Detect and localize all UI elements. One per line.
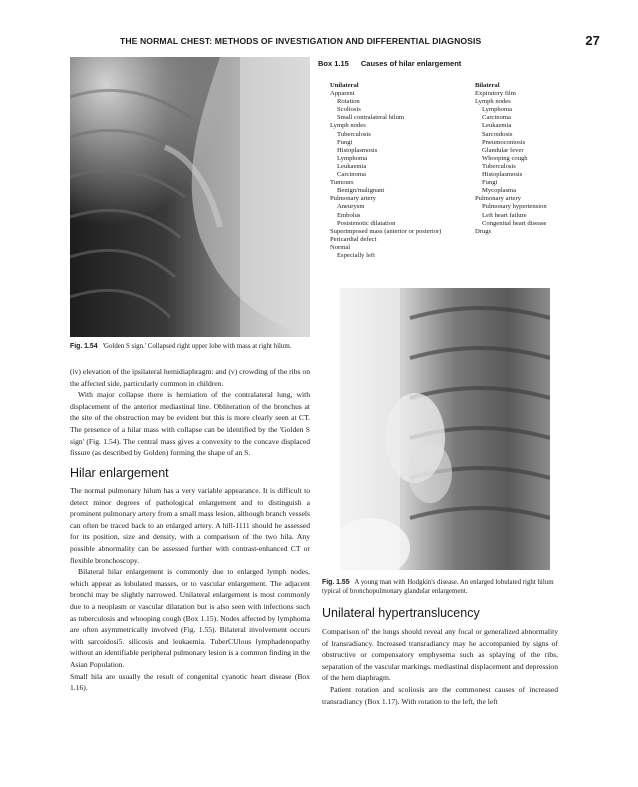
section-heading-unilateral-hypertranslucency: Unilateral hypertranslucency bbox=[322, 606, 480, 620]
box-title-text: Causes of hilar enlargement bbox=[360, 59, 462, 68]
paragraph: Bilateral hilar enlargement is commonly due to enlarged lymph nodes, which appear as lobulated masses, or to vascular enlargement. The adjacent bronchi may be slightly narrowed. Unilateral enlargement is most commonly due to a neoplasm or vascular dilatation but is also seen with infections such as tuberculosis and whooping cough (Box 1.15). Nodes affected by lymphoma are often asymmetrically involved (Fig. 1.55). Bilateral involvement occurs with sarcoidosi5. silicosis and leukaemia. TuberCUlous lymphadenopathy without an identifiable peripheral pulmonary lesion is a common finding in the Asian Population. bbox=[70, 567, 310, 669]
box-list-item: Aneurysm bbox=[337, 203, 365, 211]
box-list-item: Pulmonary hypertension bbox=[482, 203, 547, 211]
caption-text: A young man with Hodgkin's disease. An enlarged lobulated right hilum typical of bronchopulmonary glandular enlargement. bbox=[322, 579, 554, 595]
figure-1-55-caption bbox=[322, 578, 558, 596]
paragraph: Patient rotation and scoliosis are the commonest causes of increased transradiancy (Box 1.17). With rotation to the left, the left bbox=[322, 684, 558, 706]
box-list-item: Leukaemia bbox=[482, 122, 512, 130]
box-list-item: Apparent bbox=[330, 90, 355, 98]
box-list-item: Especially left bbox=[337, 251, 375, 259]
left-column-bottom bbox=[70, 485, 310, 694]
box-list-item: Tuberculosis bbox=[482, 162, 516, 170]
figure-1-55-radiograph bbox=[340, 288, 550, 570]
box-list-item: Fungi bbox=[337, 138, 353, 146]
paragraph: The normal pulmonary hilum has a very variable appearance. It is difficult to detect minor degrees of pathological enlargement and to distinguish a prominent pulmonary artery from a small mass lesion, although branch vessels can often be traced back to an enlarged artery. A hill-1111 should he assessed for its position, size and density, with a comparison of the two hila. Any possible abnormality can be assessed further with contrast-enhanced CT or flexible bronchoscopy. bbox=[70, 486, 310, 565]
box-list-item: Drugs bbox=[475, 227, 492, 235]
box-list-item: Lymph nodes bbox=[475, 98, 511, 106]
box-list-item: Superimposed mass (anterior or posterior) bbox=[330, 227, 442, 235]
box-list-item: Lymph nodes bbox=[330, 122, 366, 130]
box-list-item: Poststenotic dilatation bbox=[337, 219, 396, 227]
box-list-item: Tuberculosis bbox=[337, 130, 371, 138]
running-title: THE NORMAL CHEST: METHODS OF INVESTIGATION AND DIFFERENTIAL DIAGNOSIS bbox=[120, 36, 482, 46]
left-column-top bbox=[70, 366, 310, 459]
box-list-item: Congenital heart disease bbox=[482, 219, 547, 227]
box-list-item: Pneumoconiosis bbox=[482, 138, 526, 146]
box-list-item: Pericardial defect bbox=[330, 235, 377, 243]
box-list-item: Leukaemia bbox=[337, 162, 367, 170]
box-title bbox=[318, 60, 618, 68]
running-header bbox=[120, 33, 600, 48]
paragraph: With major collapse there is herniation of the contralateral lung, with displacement of the anterior mediastinal line. Obliteration of the bronchus at the site of the obstruction may be evident but this is more clearly seen at CT. The presence of a hilar mass with collapse can be identified by the 'Golden S sign' (Fig. 1.54). The central mass gives a convexity to the concave displaced fissure (as described by Golden) forming the shape of an S. bbox=[70, 390, 310, 458]
box-list-item: Rotation bbox=[337, 98, 360, 106]
caption-text: 'Golden S sign.' Collapsed right upper lobe with mass at right hilum. bbox=[102, 343, 292, 350]
figure-label: Fig. 1.55 bbox=[322, 579, 350, 586]
section-heading-hilar-enlargement: Hilar enlargement bbox=[70, 466, 169, 480]
box-hilar-enlargement bbox=[318, 59, 618, 259]
box-list-item: Pulmonary artery bbox=[330, 195, 376, 203]
bilateral-heading: Bilateral bbox=[475, 82, 500, 89]
paragraph: Comparison of' the lungs should reveal any focal or generalized abnormality of lransradiancy. Increased transradiancy may he accompanied by signs of obstructive or compensatory emphysema such as splaying of the ribs, separation of the vascular markings. mediastinal displacement and depression of the hem diaphragm. bbox=[322, 627, 558, 683]
box-list-item: Mycoplasma bbox=[482, 187, 517, 195]
box-list-item: Scoliosis bbox=[337, 106, 361, 114]
figure-label: Fig. 1.54 bbox=[70, 343, 98, 350]
box-list-item: Normal bbox=[330, 243, 351, 251]
figure-1-54-radiograph bbox=[70, 57, 310, 337]
box-list-item: Embolus bbox=[337, 211, 361, 219]
paragraph: (iv) elevation of the ipsilateral hemidiaphragm: and (v) crowding of the ribs on the affected side, particularly common in children. bbox=[70, 367, 310, 388]
figure-1-54-caption bbox=[70, 342, 310, 351]
box-list-item: Benign/malignant bbox=[337, 187, 385, 195]
box-list-item: Glandular fever bbox=[482, 146, 524, 154]
box-list-item: Fungi bbox=[482, 179, 498, 187]
unilateral-heading: Unilateral bbox=[330, 82, 359, 89]
box-list-item: Left heart failure bbox=[482, 211, 527, 219]
box-list-item: Small contralateral hilum bbox=[337, 114, 405, 122]
box-list-item: Sarcoidosis bbox=[482, 130, 513, 138]
box-list-item: Lymphoma bbox=[482, 106, 513, 114]
bilateral-list bbox=[475, 82, 547, 236]
box-list-item: Histoplasmosis bbox=[337, 146, 378, 154]
box-list-item: Carcinoma bbox=[337, 171, 366, 179]
page-number: 27 bbox=[585, 33, 600, 48]
box-list-item: Pulmonary artery bbox=[475, 195, 521, 203]
paragraph: Small hila are usually the result of congenital cyanotic heart disease (Box 1.16). bbox=[70, 671, 310, 693]
box-list-item: Histoplasmosis bbox=[482, 171, 523, 179]
box-list-item: Lymphoma bbox=[337, 154, 368, 162]
box-list-item: Expiratory film bbox=[475, 90, 516, 98]
box-list-item: Carcinoma bbox=[482, 114, 511, 122]
box-label: Box 1.15 bbox=[318, 59, 349, 68]
right-column-text bbox=[322, 626, 558, 707]
box-list-item: Tumours bbox=[330, 179, 354, 187]
unilateral-list bbox=[330, 82, 441, 260]
box-list-item: Whooping cough bbox=[482, 154, 528, 162]
